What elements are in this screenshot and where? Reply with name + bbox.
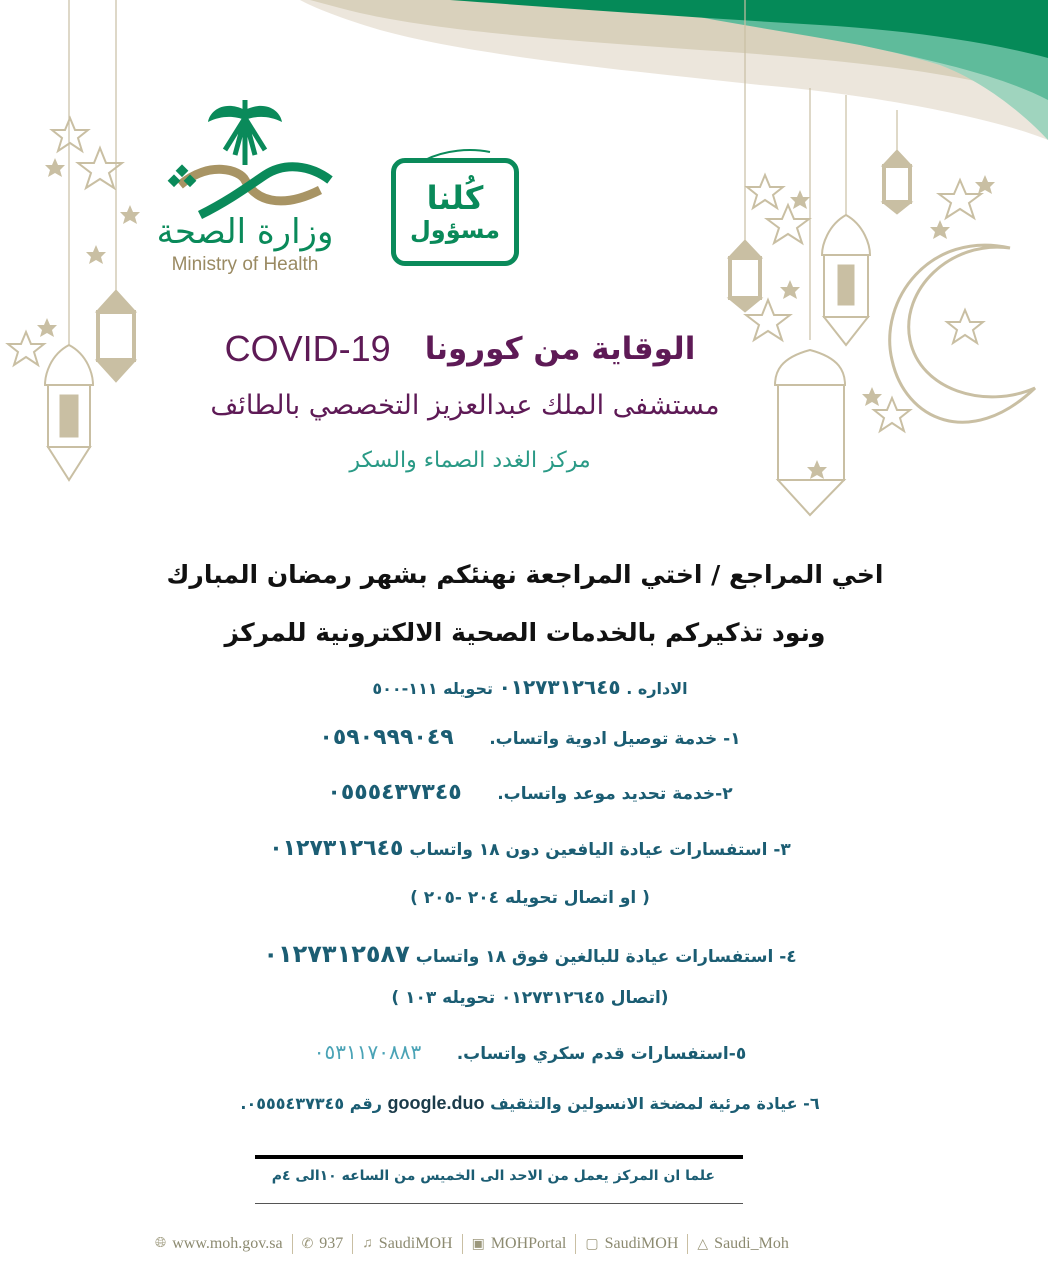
globe-icon: 🌐︎ [155, 1236, 167, 1251]
title-english: COVID-19 [224, 328, 391, 369]
service-item-6 [140, 1093, 920, 1114]
working-hours-note: علما ان المركز يعمل من الاحد الى الخميس من الساعه ١٠الى ٤م [271, 1168, 715, 1184]
kulluna-masool-logo [391, 158, 519, 266]
service-item-4-sub: (اتصال ٠١٢٧٣١٢٦٤٥ تحويله ١٠٣ ) [391, 988, 669, 1008]
phone-icon: ✆ [301, 1236, 314, 1252]
wave-light-green [620, 0, 1048, 100]
service-number: ٠٥٣١١٧٠٨٨٣ [313, 1040, 422, 1064]
greeting-line-1: اخي المراجع / اختي المراجعة نهنئكم بشهر رمضان المبارك [166, 560, 884, 589]
service-label-b: رقم [349, 1094, 382, 1113]
service-label: ١- خدمة توصيل ادوية واتساب. [489, 729, 741, 749]
wave-beige-light [300, 0, 1048, 140]
wave-pale-green [660, 0, 1048, 140]
moh-logo-english: Ministry of Health [171, 254, 319, 275]
service-label: ٥-استفسارات قدم سكري واتساب. [456, 1044, 747, 1064]
service-item-4 [140, 940, 920, 968]
service-label: ٦- عيادة مرئية لمضخة الانسولين والتثقيف [490, 1094, 820, 1113]
footer-contacts [155, 1234, 805, 1254]
admin-extension: تحويله ١١١-٥٠٠ [372, 679, 493, 698]
divider [687, 1234, 688, 1254]
service-item-3-sub: ( او اتصال تحويله ٢٠٤ -٢٠٥ ) [410, 888, 650, 908]
snapchat-icon: △ [697, 1236, 709, 1252]
moh-emblem [168, 100, 330, 215]
footer-facebook[interactable]: SaudiMOH [604, 1235, 679, 1252]
footer-youtube[interactable]: MOHPortal [490, 1235, 567, 1252]
center-name: مركز الغدد الصماء والسكر [349, 448, 591, 473]
service-number: ٠١٢٧٣١٢٦٤٥ [269, 836, 404, 861]
kulluna-line2: مسؤول [409, 216, 501, 244]
divider [352, 1234, 353, 1254]
footer-phone[interactable]: 937 [319, 1235, 344, 1252]
service-number: ٠١٢٧٣١٢٥٨٧ [263, 940, 410, 968]
twitter-icon: ♫ [362, 1236, 373, 1251]
service-number: ٠٥٥٥٤٣٧٣٤٥ [327, 780, 462, 805]
note-top-divider [255, 1155, 743, 1159]
footer-snapchat[interactable]: Saudi_Moh [714, 1235, 789, 1252]
service-item-3 [140, 836, 920, 861]
footer-twitter[interactable]: SaudiMOH [378, 1235, 453, 1252]
google-duo-label: google.duo [387, 1093, 485, 1113]
service-item-2 [140, 780, 920, 805]
greeting-line-2: ونود تذكيركم بالخدمات الصحية الالكترونية للمركز [224, 618, 826, 647]
service-label: ٣- استفسارات عيادة اليافعين دون ١٨ واتساب [409, 840, 791, 860]
crescent-moon [890, 245, 1035, 422]
wave-green [450, 0, 1048, 58]
youtube-icon: ▣ [471, 1236, 485, 1252]
divider [575, 1234, 576, 1254]
admin-contact [140, 675, 920, 699]
page-title [180, 328, 740, 370]
service-item-1 [140, 725, 920, 750]
admin-label: الاداره . [626, 679, 688, 698]
divider [462, 1234, 463, 1254]
wave-beige [310, 0, 1048, 100]
note-bottom-divider [255, 1203, 743, 1204]
service-label: ٢-خدمة تحديد موعد واتساب. [497, 784, 733, 804]
footer-website[interactable]: www.moh.gov.sa [172, 1235, 283, 1252]
kulluna-line1: كُلنا [426, 179, 484, 217]
title-arabic: الوقاية من كورونا [424, 331, 696, 367]
moh-logo-arabic: وزارة الصحة [156, 212, 334, 252]
divider [292, 1234, 293, 1254]
service-number: ٠٥٩٠٩٩٩٠٤٩ [319, 725, 454, 750]
service-item-5 [140, 1040, 920, 1064]
hospital-name: مستشفى الملك عبدالعزيز التخصصي بالطائف [210, 390, 720, 421]
facebook-icon: ▢ [585, 1236, 599, 1252]
service-label: ٤- استفسارات عيادة للبالغين فوق ١٨ واتساب [415, 947, 797, 967]
service-number: ٠٥٥٥٤٣٧٣٤٥. [240, 1094, 345, 1113]
admin-number: ٠١٢٧٣١٢٦٤٥ [498, 675, 621, 699]
